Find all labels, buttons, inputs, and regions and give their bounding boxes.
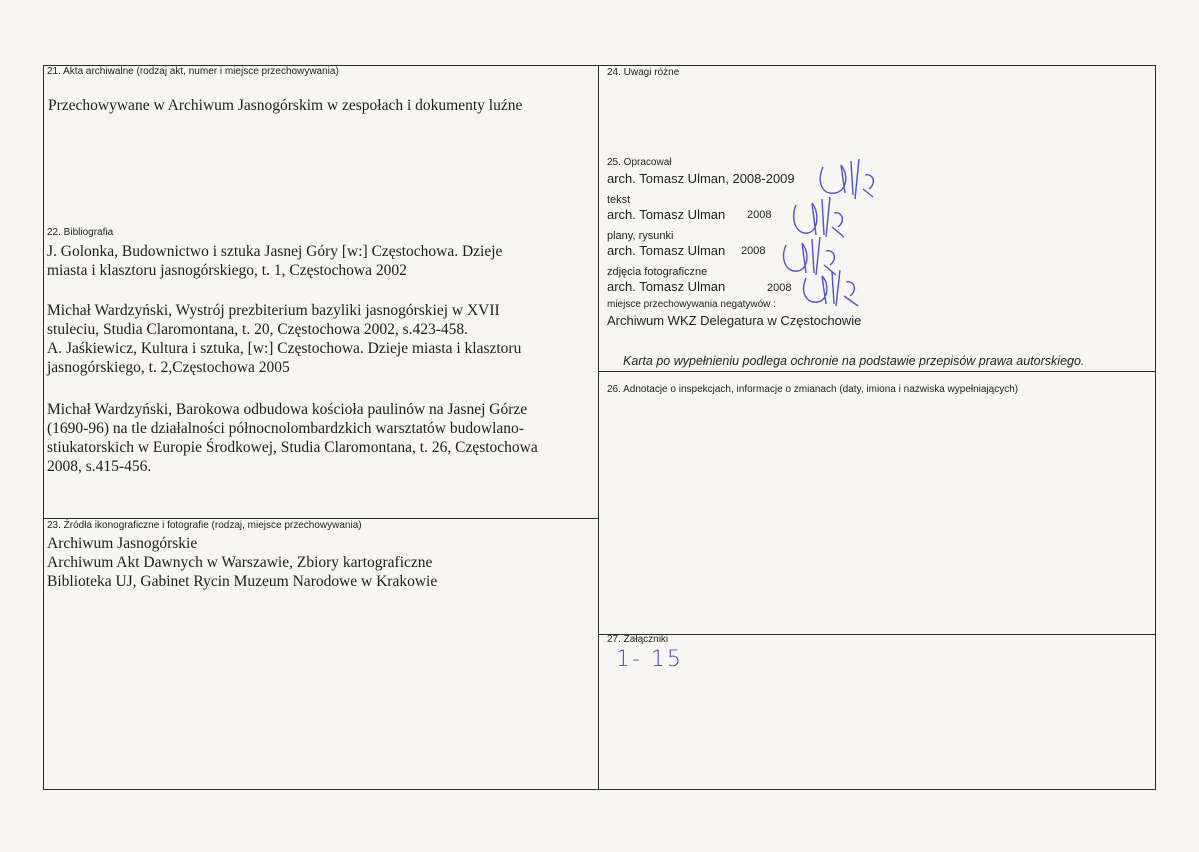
photos-label: zdjęcia fotograficzne <box>607 266 708 278</box>
section-27-label: 27. Załączniki <box>607 634 669 645</box>
photos-author: arch. Tomasz Ulman <box>607 279 726 294</box>
divider-right-26 <box>598 371 1156 372</box>
iconography-source-2: Archiwum Akt Dawnych w Warszawie, Zbiory kartograficzne <box>47 554 433 571</box>
bibliography-entry-3 <box>47 339 597 377</box>
bibliography-entry-2-line-1: Michał Wardzyński, Wystrój prezbiterium bazyliki jasnogórskiej w XVII <box>47 302 500 319</box>
bibliography-entry-1-line-1: J. Golonka, Budownictwo i sztuka Jasnej Góry [w:] Częstochowa. Dzieje <box>47 243 503 260</box>
attachments-handwritten: 1- 15 <box>616 647 683 672</box>
section-25-label: 25. Opracował <box>607 157 672 168</box>
divider-right-27 <box>598 634 1156 635</box>
bibliography-entry-3-line-1: A. Jaśkiewicz, Kultura i sztuka, [w:] Częstochowa. Dzieje miasta i klasztoru <box>47 340 522 357</box>
bibliography-entry-3-line-2: jasnogórskiego, t. 2,Częstochowa 2005 <box>47 359 290 376</box>
bibliography-entry-4-line-2: (1690-96) na tle działalności północnolombardzkich warsztatów budowlano- <box>47 420 524 437</box>
section-21-text: Przechowywane w Archiwum Jasnogórskim w zespołach i dokumenty luźne <box>48 97 523 114</box>
text-author: arch. Tomasz Ulman <box>607 207 726 222</box>
iconography-source-3: Biblioteka UJ, Gabinet Rycin Muzeum Narodowe w Krakowie <box>47 573 438 590</box>
bibliography-entry-1-line-2: miasta i klasztoru jasnogórskiego, t. 1, Częstochowa 2002 <box>47 262 407 279</box>
bibliography-entry-2 <box>47 301 597 339</box>
section-23-label: 23. Źródła ikonograficzne i fotografie (rodzaj, miejsce przechowywania) <box>47 520 362 531</box>
signature-4 <box>800 268 864 312</box>
text-year: 2008 <box>747 209 772 221</box>
copyright-note: Karta po wypełnieniu podlega ochronie na podstawie przepisów prawa autorskiego. <box>623 354 1085 368</box>
section-21-label: 21. Akta archiwalne (rodzaj akt, numer i miejsce przechowywania) <box>47 66 339 77</box>
iconography-source-1: Archiwum Jasnogórskie <box>47 535 198 552</box>
bibliography-entry-2-line-2: stuleciu, Studia Claromontana, t. 20, Częstochowa 2002, s.423-458. <box>47 321 469 338</box>
negatives-place: Archiwum WKZ Delegatura w Częstochowie <box>607 313 862 328</box>
section-22-label: 22. Bibliografia <box>47 227 114 238</box>
column-divider <box>598 65 599 790</box>
bibliography-entry-4 <box>47 400 597 476</box>
photos-year: 2008 <box>767 282 792 294</box>
plans-label: plany, rysunki <box>607 230 674 242</box>
negatives-label: miejsce przechowywania negatywów : <box>607 299 776 310</box>
author-line: arch. Tomasz Ulman, 2008-2009 <box>607 171 795 186</box>
plans-year: 2008 <box>741 245 766 257</box>
divider-left-23 <box>43 518 598 519</box>
section-26-label: 26. Adnotacje o inspekcjach, informacje o zmianach (daty, imiona i nazwiska wypełniających) <box>607 384 1019 395</box>
bibliography-entry-4-line-1: Michał Wardzyński, Barokowa odbudowa kościoła paulinów na Jasnej Górze <box>47 401 528 418</box>
text-label: tekst <box>607 194 631 206</box>
bibliography-entry-1 <box>47 242 597 280</box>
plans-author: arch. Tomasz Ulman <box>607 243 726 258</box>
section-24-label: 24. Uwagi różne <box>607 67 680 78</box>
bibliography-entry-4-line-4: 2008, s.415-456. <box>47 458 152 475</box>
section-23-lines <box>47 534 437 591</box>
bibliography-entry-4-line-3: stiukatorskich w Europie Środkowej, Studia Claromontana, t. 26, Częstochowa <box>47 439 538 456</box>
